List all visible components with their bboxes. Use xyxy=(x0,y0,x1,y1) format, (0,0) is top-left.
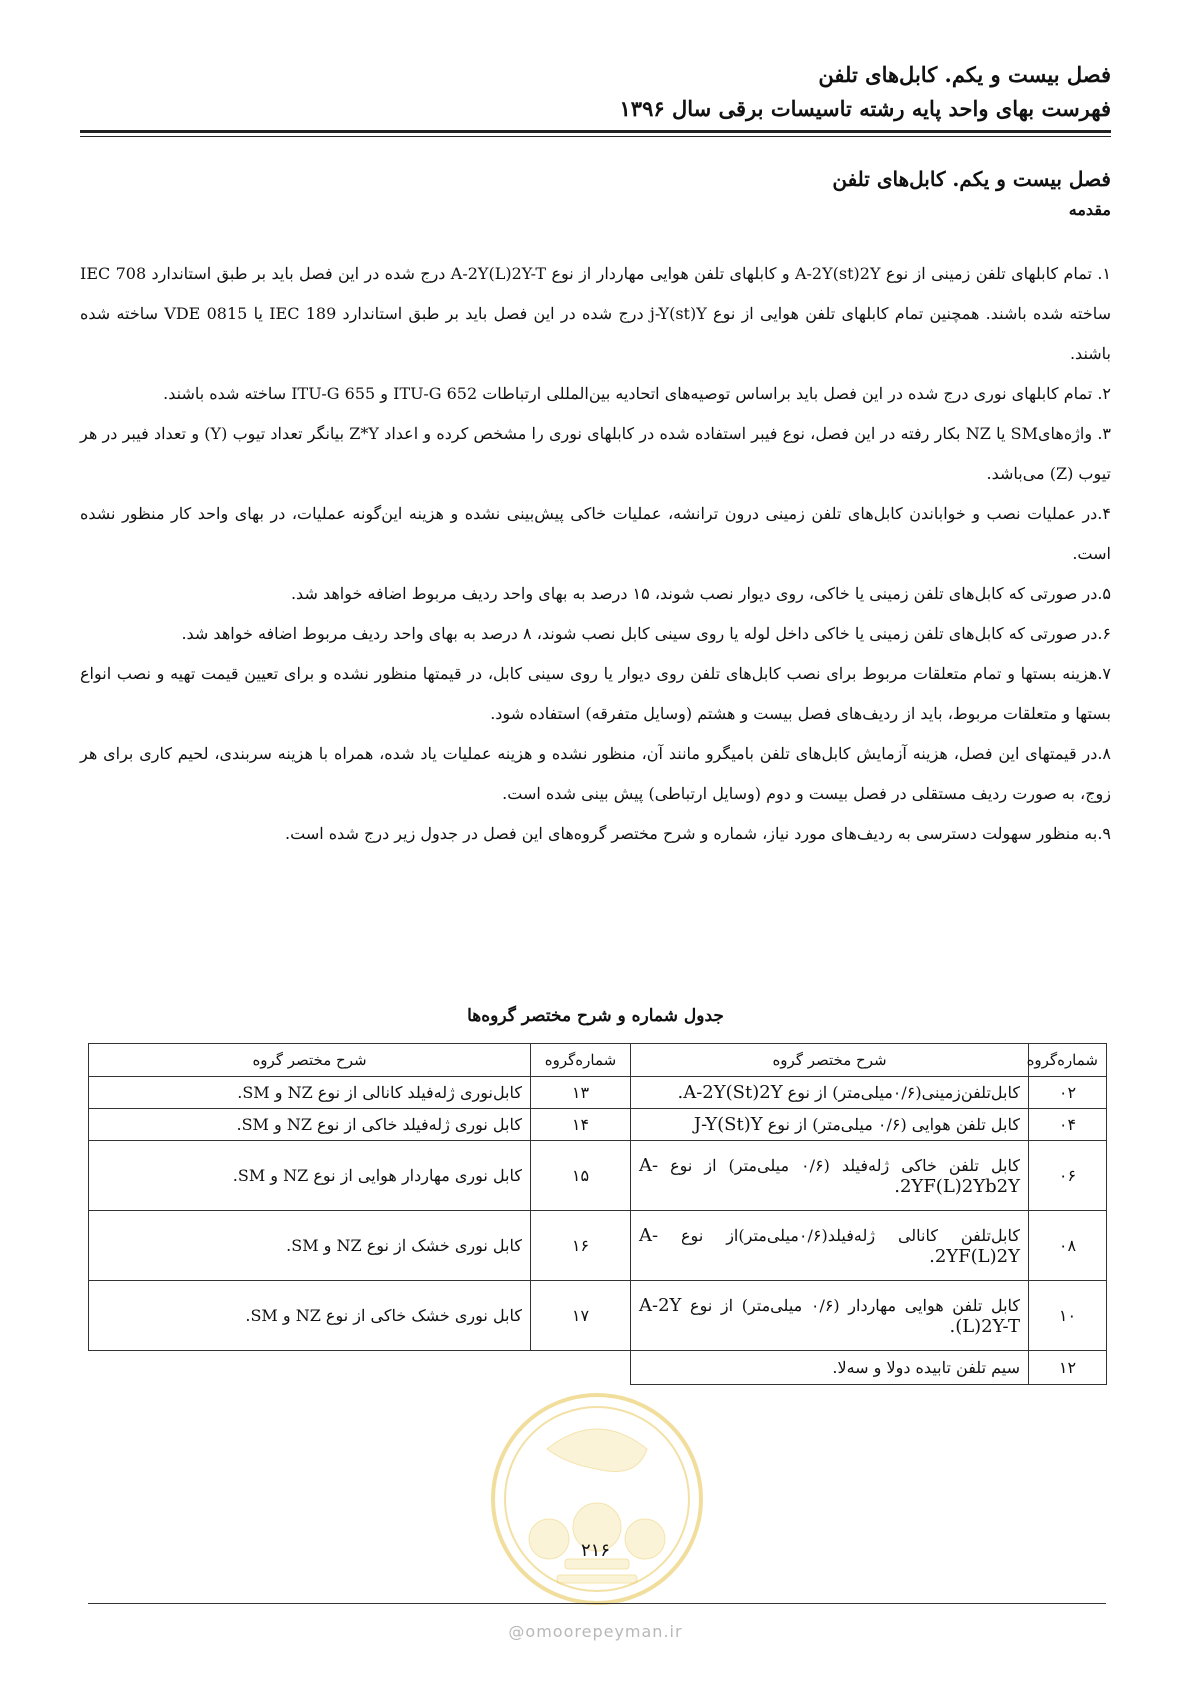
introduction-paragraphs xyxy=(80,254,1111,854)
group-description: کابل تلفن هوایی (۰/۶ میلی‌متر) از نوع J-Y(St)Y xyxy=(631,1109,1029,1141)
group-number: ۱۶ xyxy=(531,1211,631,1281)
paragraph-2: ۲. تمام کابلهای نوری درج شده در این فصل باید براساس توصیه‌های اتحادیه بین‌المللی ارتباطات ITU-G 652 و ITU-G 655 ساخته شده باشند. xyxy=(163,384,1111,403)
paragraph-8: ۸.در قیمتهای این فصل، هزینه آزمایش کابل‌های تلفن بامیگرو مانند آن، منظور نشده و هزینه عملیات یاد شده، همراه با هزینه سربندی، لحیم کاری برای هر زوج، به صورت ردیف مستقلی در فصل بیست و دوم (وسایل ارتباطی) پیش بینی شده است. xyxy=(80,744,1111,803)
header-rule-thin xyxy=(80,136,1111,137)
intro-label: مقدمه xyxy=(1068,200,1111,219)
group-number: ۱۵ xyxy=(531,1141,631,1211)
group-number: ۰۶ xyxy=(1029,1141,1107,1211)
groups-table xyxy=(88,1043,1107,1385)
paragraph-6: ۶.در صورتی که کابل‌های تلفن زمینی یا خاکی داخل لوله یا روی سینی کابل نصب شوند، ۸ درصد به بهای واحد ردیف مربوط اضافه خواهد شد. xyxy=(181,624,1111,643)
header-rule-thick xyxy=(80,130,1111,133)
footer-rule xyxy=(88,1603,1106,1604)
table-header-cell: شماره‌گروه xyxy=(531,1044,631,1077)
paragraph-1: ۱. تمام کابلهای تلفن زمینی از نوع A-2Y(st)2Y و کابلهای تلفن هوایی مهاردار از نوع A-2Y(L)2Y-T درج شده در این فصل باید بر طبق استاندارد IEC 708 ساخته شده باشند. همچنین تمام کابلهای تلفن هوایی از نوع j-Y(st)Y درج شده در این فصل باید بر طبق استاندارد IEC 189 یا VDE 0815 ساخته شده باشند. xyxy=(80,264,1112,363)
group-description: کابل تلفن هوایی مهاردار (۰/۶ میلی‌متر) از نوع A-2Y (L)2Y-T. xyxy=(631,1281,1029,1351)
table-row xyxy=(89,1077,1107,1109)
table-row xyxy=(89,1109,1107,1141)
header-price-list-title: فهرست بهای واحد پایه رشته تاسیسات برقی سال ۱۳۹۶ xyxy=(619,96,1111,121)
chapter-title: فصل بیست و یکم. کابل‌های تلفن xyxy=(832,167,1111,191)
table-header-cell: شماره‌گروه xyxy=(1029,1044,1107,1077)
group-description: کابل نوری مهاردار هوایی از نوع NZ و SM. xyxy=(89,1141,531,1211)
group-description: کابل‌تلفن‌زمینی(۰/۶میلی‌متر) از نوع A-2Y(St)2Y. xyxy=(631,1077,1029,1109)
chapter-heading xyxy=(80,162,1111,224)
website-watermark: @omoorepeyman.ir xyxy=(508,1622,683,1641)
publisher-seal-watermark xyxy=(487,1389,707,1609)
group-number: ۱۲ xyxy=(1029,1351,1107,1385)
table-row xyxy=(89,1281,1107,1351)
table-row xyxy=(89,1141,1107,1211)
group-number: ۱۰ xyxy=(1029,1281,1107,1351)
group-description: کابل‌نوری ژله‌فیلد کانالی از نوع NZ و SM. xyxy=(89,1077,531,1109)
table-caption: جدول شماره و شرح مختصر گروه‌ها xyxy=(467,1006,724,1026)
group-number: ۰۲ xyxy=(1029,1077,1107,1109)
empty-cell xyxy=(531,1351,631,1385)
group-description: کابل‌تلفن کانالی ژله‌فیلد(۰/۶میلی‌متر)از نوع A-2YF(L)2Y. xyxy=(631,1211,1029,1281)
table-row xyxy=(89,1211,1107,1281)
table-header-row xyxy=(89,1044,1107,1077)
paragraph-5: ۵.در صورتی که کابل‌های تلفن زمینی یا خاکی، روی دیوار نصب شوند، ۱۵ درصد به بهای واحد ردیف مربوط اضافه خواهد شد. xyxy=(290,584,1111,603)
table-header-cell: شرح مختصر گروه xyxy=(631,1044,1029,1077)
group-number: ۱۴ xyxy=(531,1109,631,1141)
paragraph-4: ۴.در عملیات نصب و خواباندن کابل‌های تلفن زمینی درون ترانشه، عملیات خاکی پیش‌بینی نشده و هزینه این‌گونه عملیات، در بهای واحد کار منظور نشده است. xyxy=(80,504,1111,563)
table-row xyxy=(89,1351,1107,1385)
group-number: ۰۴ xyxy=(1029,1109,1107,1141)
page-number: ۲۱۶ xyxy=(580,1540,610,1561)
group-description: سیم تلفن تابیده دولا و سه‌لا. xyxy=(631,1351,1029,1385)
group-description: کابل نوری ژله‌فیلد خاکی از نوع NZ و SM. xyxy=(89,1109,531,1141)
group-description: کابل نوری خشک از نوع NZ و SM. xyxy=(89,1211,531,1281)
header-chapter-title: فصل بیست و یکم. کابل‌های تلفن xyxy=(818,62,1111,87)
paragraph-3: ۳. واژه‌هایSM یا NZ بکار رفته در این فصل، نوع فیبر استفاده شده در کابلهای نوری را مشخص کرده و اعداد Z*Y بیانگر تعداد تیوب (Y) و تعداد فیبر در هر تیوب (Z) می‌باشد. xyxy=(80,424,1112,483)
paragraph-9: ۹.به منظور سهولت دسترسی به ردیف‌های مورد نیاز، شماره و شرح مختصر گروه‌های این فصل در جدول زیر درج شده است. xyxy=(285,824,1111,843)
group-number: ۱۳ xyxy=(531,1077,631,1109)
running-header xyxy=(80,58,1111,126)
table-header-cell: شرح مختصر گروه xyxy=(89,1044,531,1077)
group-number: ۱۷ xyxy=(531,1281,631,1351)
group-description: کابل تلفن خاکی ژله‌فیلد (۰/۶ میلی‌متر) از نوع A-2YF(L)2Yb2Y. xyxy=(631,1141,1029,1211)
group-description: کابل نوری خشک خاکی از نوع NZ و SM. xyxy=(89,1281,531,1351)
group-number: ۰۸ xyxy=(1029,1211,1107,1281)
paragraph-7: ۷.هزینه بستها و تمام متعلقات مربوط برای نصب کابل‌های تلفن روی دیوار یا روی سینی کابل، در قیمتها منظور نشده و برای تعیین قیمت تهیه و نصب انواع بستها و متعلقات مربوط، باید از ردیف‌های فصل بیست و هشتم (وسایل متفرقه) استفاده شود. xyxy=(80,664,1111,723)
empty-cell xyxy=(89,1351,531,1385)
